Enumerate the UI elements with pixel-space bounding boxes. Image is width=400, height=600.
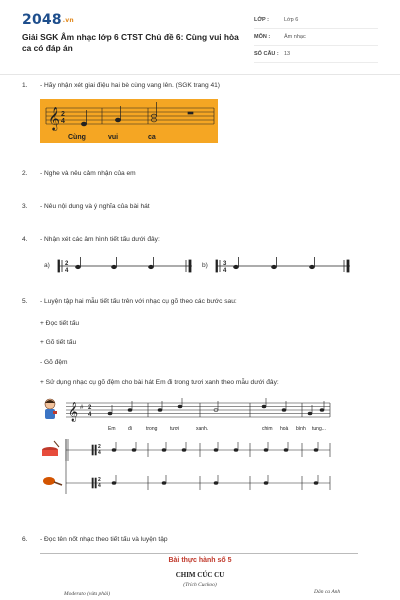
practice-song-title: CHIM CÚC CU xyxy=(175,571,225,579)
q5-step-3: - Gõ đệm xyxy=(40,359,68,366)
q5-step-1: + Đọc tiết tấu xyxy=(40,320,80,327)
treble-clef-icon: 𝄞 xyxy=(68,402,79,422)
svg-text:4: 4 xyxy=(98,450,101,456)
meta-count-value: 13 xyxy=(284,51,291,57)
q5-step-2: + Gõ tiết tấu xyxy=(40,339,77,346)
svg-text:2: 2 xyxy=(65,261,69,267)
q5-lyric: bình xyxy=(296,426,306,432)
question-number: 4. xyxy=(22,236,28,243)
practice-heading: Bài thực hành số 5 xyxy=(168,557,232,564)
practice-original-title: (Trích Cuckoo) xyxy=(183,582,217,588)
svg-text:4: 4 xyxy=(61,118,65,125)
svg-text:3: 3 xyxy=(223,261,227,267)
rhythm-a-label: a) xyxy=(44,262,50,269)
question-3 xyxy=(22,203,150,210)
question-6 xyxy=(22,536,168,543)
meta-class-value: Lớp 6 xyxy=(284,17,299,23)
rhythm-b-svg xyxy=(214,255,352,277)
svg-text:2: 2 xyxy=(88,405,92,411)
logo-text: 2048 xyxy=(22,12,62,28)
q1-lyric-2: vui xyxy=(108,134,119,141)
singer-icon xyxy=(45,399,57,419)
section-divider xyxy=(40,553,358,554)
svg-text:4: 4 xyxy=(65,268,69,274)
maracas-icon xyxy=(43,477,62,485)
meta-class-label: LỚP : xyxy=(254,17,269,23)
q5-lyric: xanh. xyxy=(196,426,209,432)
question-text: - Đọc tên nốt nhạc theo tiết tấu và luyện tập xyxy=(40,536,168,543)
q5-lyric: tươi xyxy=(170,426,180,432)
page-header xyxy=(0,0,400,75)
svg-text:2: 2 xyxy=(61,111,65,118)
q5-lyric: trong xyxy=(146,426,158,432)
treble-clef-icon: 𝄞 xyxy=(48,106,60,130)
question-number: 6. xyxy=(22,536,28,543)
svg-text:4: 4 xyxy=(223,268,227,274)
rhythm-a-svg xyxy=(56,255,194,277)
question-text: - Hãy nhận xét giai điệu hai bè cùng vang lên. (SGK trang 41) xyxy=(40,82,220,89)
q1-staff-svg xyxy=(40,99,218,143)
site-logo[interactable] xyxy=(22,12,74,28)
meta-subject-row xyxy=(254,29,378,46)
q5-step-4: + Sử dụng nhạc cụ gõ đệm cho bài hát Em đi trong tươi xanh theo mẫu dưới đây: xyxy=(40,379,279,386)
question-text: - Nhận xét các âm hình tiết tấu dưới đây: xyxy=(40,236,160,243)
question-number: 1. xyxy=(22,82,28,89)
q5-lyric: đi xyxy=(128,426,132,432)
q5-lyric: chim xyxy=(262,426,273,432)
question-4 xyxy=(22,236,160,243)
question-2 xyxy=(22,170,136,177)
svg-text:4: 4 xyxy=(98,483,101,489)
question-number: 5. xyxy=(22,298,28,305)
q1-lyric-1: Cùng xyxy=(68,134,86,141)
rhythm-b-label: b) xyxy=(202,262,208,269)
document-title: Giải SGK Âm nhạc lớp 6 CTST Chủ đề 6: Cùng vui hòa ca có đáp án xyxy=(22,32,239,53)
svg-text:2: 2 xyxy=(98,444,101,450)
question-number: 2. xyxy=(22,170,28,177)
svg-text:2: 2 xyxy=(98,477,101,483)
drum-icon xyxy=(42,441,59,456)
svg-text:4: 4 xyxy=(88,412,92,418)
meta-class-row xyxy=(254,12,378,29)
q5-score-svg xyxy=(40,395,336,503)
meta-count-row xyxy=(254,46,378,63)
logo-suffix: .vn xyxy=(62,16,74,24)
meta-panel xyxy=(254,12,378,63)
question-text: - Nêu nội dung và ý nghĩa của bài hát xyxy=(40,203,150,210)
question-text: - Nghe và nêu cảm nhận của em xyxy=(40,170,136,177)
q1-lyric-3: ca xyxy=(148,134,156,141)
q5-lyric: hoà xyxy=(280,426,289,432)
question-1 xyxy=(22,82,220,89)
question-5 xyxy=(22,298,237,305)
practice-tempo: Moderato (vừa phải) xyxy=(64,591,111,597)
q5-lyric: Em xyxy=(108,426,116,432)
practice-credit: Dân ca Anh xyxy=(314,589,341,595)
question-number: 3. xyxy=(22,203,28,210)
meta-count-label: SỐ CÂU : xyxy=(254,51,279,57)
question-text: - Luyện tập hai mẫu tiết tấu trên với nhạc cụ gõ theo các bước sau: xyxy=(40,298,237,305)
meta-subject-label: MÔN : xyxy=(254,34,271,40)
svg-text:#: # xyxy=(80,405,84,411)
q5-lyric: tung... xyxy=(312,426,326,432)
meta-subject-value: Âm nhạc xyxy=(284,34,306,40)
